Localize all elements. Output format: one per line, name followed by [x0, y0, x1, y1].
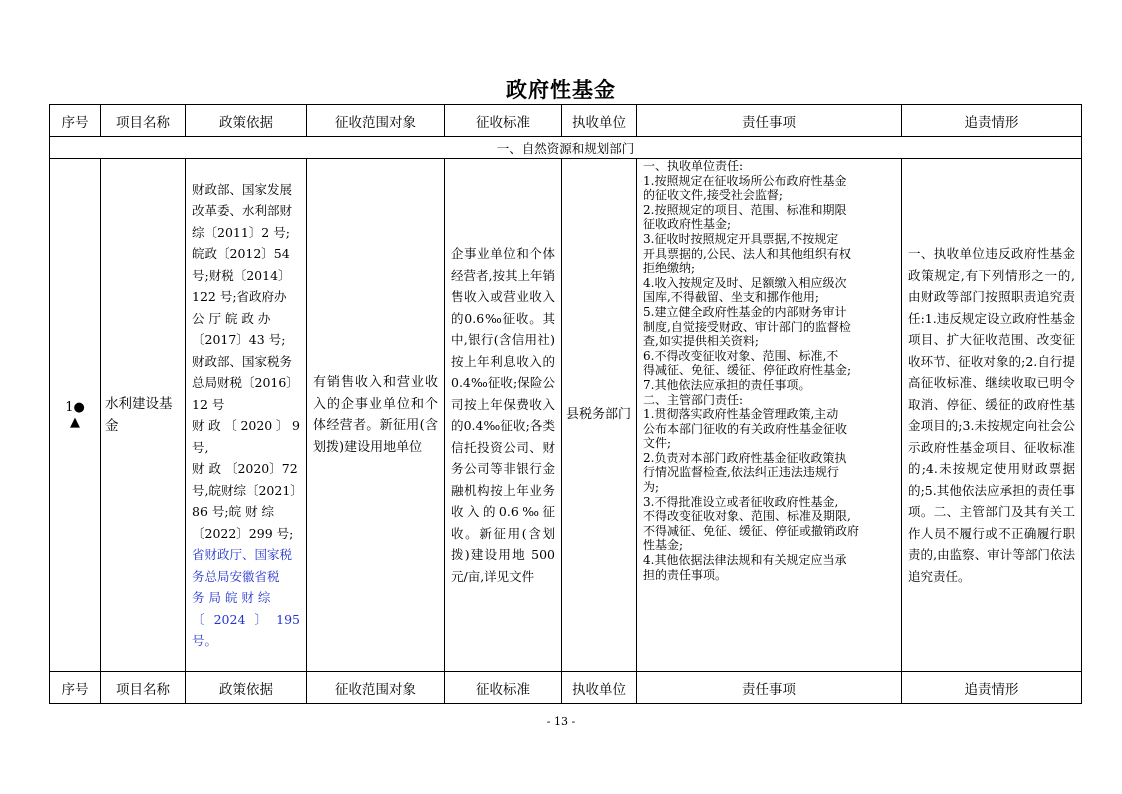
- responsibility-line: 3.征收时按照规定开具票据,不按规定: [643, 231, 839, 246]
- policy-basis-line: 12 号: [192, 396, 225, 412]
- triangle-mark-icon: ▲: [70, 415, 80, 430]
- policy-basis-updated: [192, 544, 300, 652]
- responsibility-line: 一、执收单位责任:: [643, 159, 744, 173]
- footer-cell-liability: 追责情形: [902, 672, 1082, 704]
- header-cell-no: 序号: [50, 105, 101, 137]
- policy-basis-line: 总局财税〔2016〕: [192, 375, 299, 390]
- policy-basis-line: 〔2017〕43 号;: [192, 332, 286, 347]
- responsibility-line: 公布本部门征收的有关政府性基金征收: [643, 421, 848, 436]
- collecting-unit: 县税务部门: [562, 159, 637, 672]
- responsibility-line: 查,如实提供相关资料;: [643, 334, 759, 349]
- project-name: 水利建设基金: [101, 159, 186, 672]
- responsibility-line: 不得改变征收对象、范围、标准及期限,: [643, 509, 851, 524]
- page-title: 政府性基金: [506, 77, 616, 102]
- policy-basis-line: 号,皖财综〔2021〕: [192, 482, 303, 498]
- fund-table: [49, 104, 1082, 704]
- row-number: 1●: [65, 400, 85, 415]
- responsibility-line: 担的责任事项。: [643, 567, 728, 582]
- policy-basis-line: 财政部、国家发展: [192, 181, 293, 197]
- header-cell-standard: 征收标准: [445, 105, 562, 137]
- header-cell-name: 项目名称: [101, 105, 186, 137]
- responsibility-line: 性基金;: [643, 538, 684, 553]
- section-title: 一、自然资源和规划部门: [50, 137, 1082, 159]
- responsibility-line: 3.不得批准设立或者征收政府性基金,: [643, 494, 839, 509]
- responsibility-line: 5.建立健全政府性基金的内部财务审计: [643, 304, 847, 319]
- policy-basis-line: 改革委、水利部财: [192, 203, 293, 218]
- footer-cell-no: 序号: [50, 672, 101, 704]
- responsibility-items: [637, 159, 902, 672]
- responsibility-line: 1.按照规定在征收场所公布政府性基金: [643, 173, 847, 188]
- header-cell-basis: 政策依据: [186, 105, 307, 137]
- responsibility-line: 拒绝缴纳;: [643, 261, 696, 276]
- policy-basis-line: 财政部、国家税务: [192, 353, 293, 369]
- footer-cell-scope: 征收范围对象: [307, 672, 445, 704]
- liability-situations: 一、执收单位违反政府性基金政策规定,有下列情形之一的,由财政等部门按照职责追究责任:1.违反规定设立政府性基金项目、扩大征收范围、改变征收环节、征收对象的;2.自行提高征收标准、继续收取已明令取消、停征、缓征的政府性基金项目的;3.未按规定向社会公示政府性基金项目、征收标准的;4.未按规定使用财政票据的;5.其他依法应承担的责任事项。二、主管部门及其有关工作人员不履行或不正确履行职责的,由监察、审计等部门依法追究责任。: [902, 159, 1082, 672]
- policy-basis-updated-line: 省财政厅、国家税: [192, 547, 293, 562]
- policy-basis-line: 号;财税〔2014〕: [192, 267, 291, 283]
- footer-cell-unit: 执收单位: [562, 672, 637, 704]
- responsibility-line: 为;: [643, 480, 660, 495]
- policy-basis-updated-line: 务 局 皖 财 综: [192, 590, 271, 605]
- footer-cell-basis: 政策依据: [186, 672, 307, 704]
- policy-basis-updated-line: 〔2024〕195 号。: [192, 611, 300, 648]
- responsibility-line: 开具票据的,公民、法人和其他组织有权: [643, 246, 851, 261]
- footer-cell-duty: 责任事项: [637, 672, 902, 704]
- responsibility-line: 2.按照规定的项目、范围、标准和期限: [643, 202, 847, 217]
- policy-basis-line: 皖政〔2012〕54: [192, 246, 290, 261]
- footer-header-row: [50, 672, 1082, 704]
- collection-scope: 有销售收入和营业收入的企事业单位和个体经营者。新征用(含划拨)建设用地单位: [307, 159, 445, 672]
- responsibility-line: 7.其他依法应承担的责任事项。: [643, 377, 811, 392]
- responsibility-line: 文件;: [643, 436, 672, 451]
- policy-basis-line: 综〔2011〕2 号;: [192, 224, 290, 240]
- header-cell-scope: 征收范围对象: [307, 105, 445, 137]
- policy-basis-line: 公 厅 皖 政 办: [192, 310, 271, 326]
- page-number: - 13 -: [546, 715, 576, 728]
- responsibility-line: 2.负责对本部门政府性基金征收政策执: [643, 450, 847, 465]
- header-cell-unit: 执收单位: [562, 105, 637, 137]
- responsibility-line: 二、主管部门责任:: [643, 392, 744, 407]
- policy-basis-line: 〔2022〕299 号;: [192, 525, 294, 541]
- responsibility-line: 不得减征、免征、缓征、停征或撤销政府: [643, 523, 860, 538]
- policy-basis-line: 财 政 〔2020〕72: [192, 461, 298, 476]
- responsibility-line: 1.贯彻落实政府性基金管理政策,主动: [643, 407, 839, 422]
- footer-cell-standard: 征收标准: [445, 672, 562, 704]
- table-row: [50, 159, 1082, 672]
- header-cell-liability: 追责情形: [902, 105, 1082, 137]
- header-cell-duty: 责任事项: [637, 105, 902, 137]
- policy-basis-updated-line: 务总局安徽省税: [192, 568, 280, 584]
- policy-basis-line: 财政〔2020〕9 号,: [192, 418, 300, 455]
- responsibility-line: 6.不得改变征收对象、范围、标准,不: [643, 348, 839, 363]
- collection-standard: 企事业单位和个体经营者,按其上年销售收入或营业收入的0.6‰征收。其中,银行(含信用社)按上年利息收入的 0.4‰征收;保险公司按上年保费收入的0.4‰征收;各类信托投资公司、财务公司等非银行金融机构按上年业务收入的0.6‰征收。新征用(含划拨)建设用地 500 元/亩,详见文件: [445, 159, 562, 672]
- section-row: [50, 137, 1082, 159]
- responsibility-line: 征收政府性基金;: [643, 217, 732, 232]
- responsibility-line: 国库,不得截留、坐支和挪作他用;: [643, 290, 819, 305]
- policy-basis: [192, 179, 303, 545]
- responsibility-line: 制度,自觉接受财政、审计部门的监督检: [643, 319, 851, 334]
- responsibility-line: 得减征、免征、缓征、停征政府性基金;: [643, 363, 852, 378]
- row-number-cell: [50, 159, 101, 672]
- footer-cell-name: 项目名称: [101, 672, 186, 704]
- header-row: [50, 105, 1082, 137]
- responsibility-line: 4.收入按规定及时、足额缴入相应级次: [643, 275, 847, 290]
- responsibility-line: 行情况监督检查,依法纠正违法违规行: [643, 465, 839, 480]
- responsibility-line: 的征收文件,接受社会监督;: [643, 188, 783, 203]
- policy-basis-line: 122 号;省政府办: [192, 289, 287, 304]
- responsibility-line: 4.其他依据法律法规和有关规定应当承: [643, 553, 847, 568]
- policy-basis-cell: [186, 159, 307, 672]
- policy-basis-line: 86 号;皖 财 综: [192, 504, 275, 519]
